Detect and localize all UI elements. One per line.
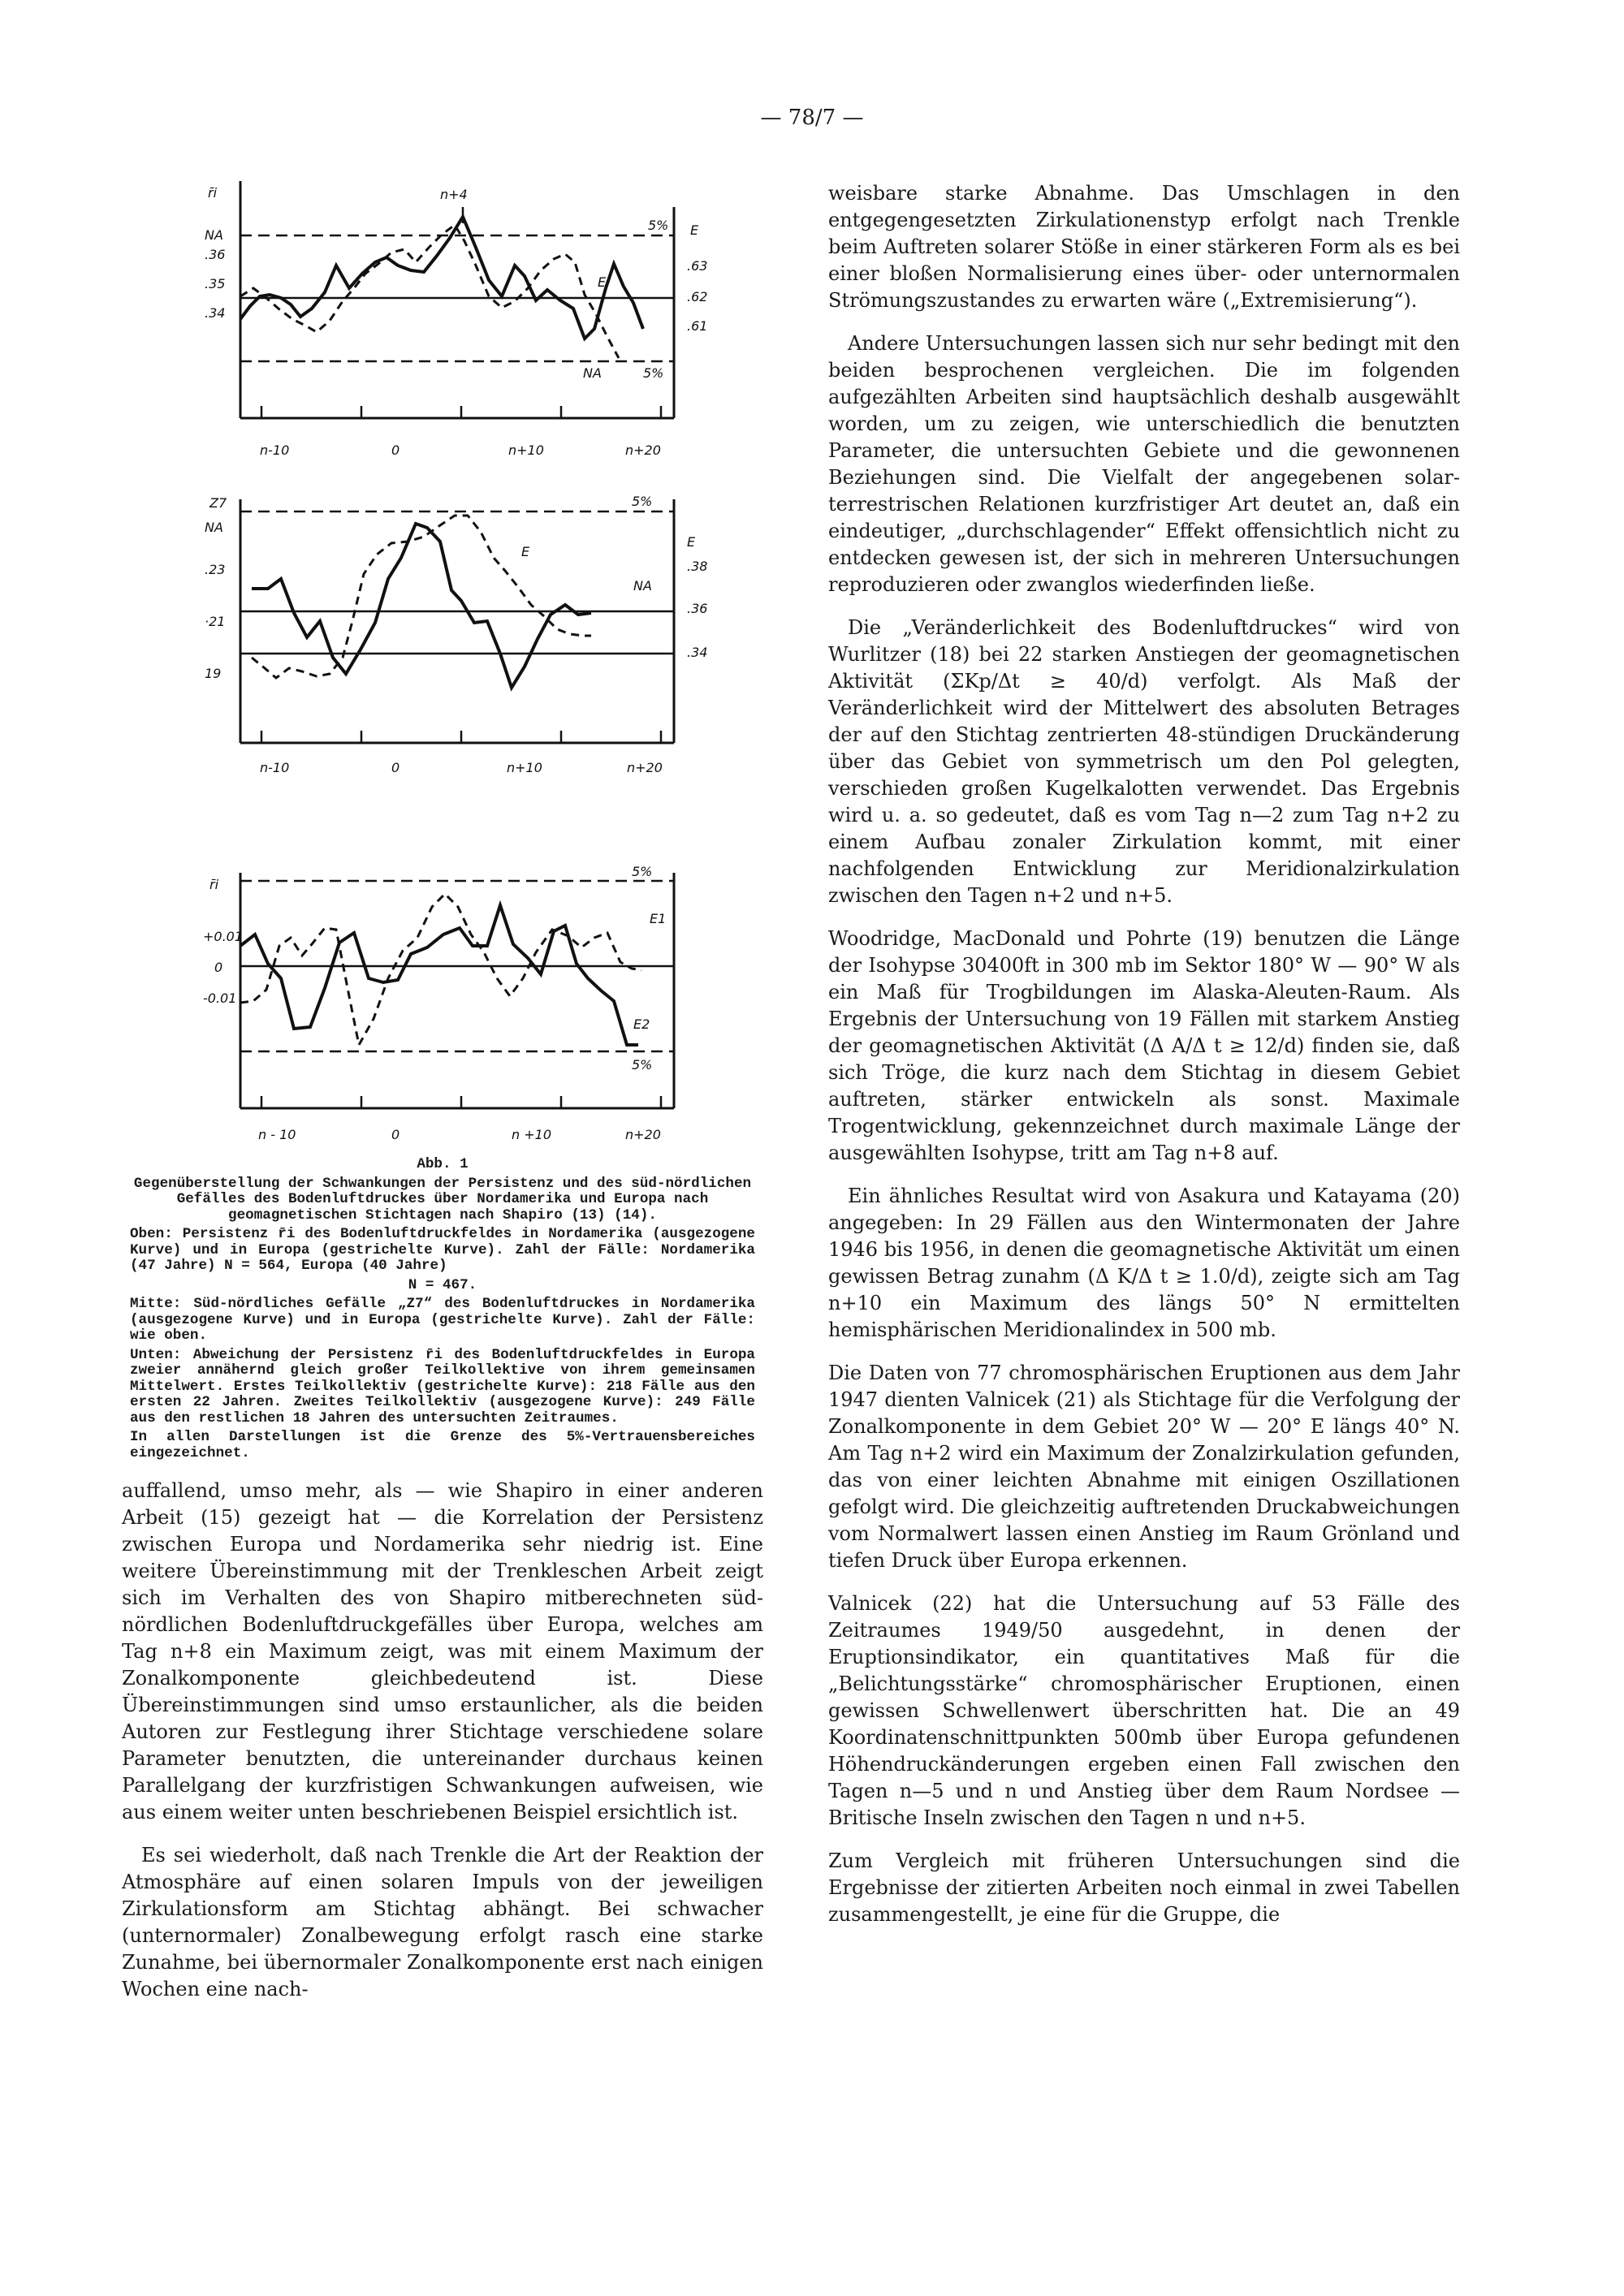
- figure-panel-top-svg: [203, 175, 706, 467]
- x-tick-label: n - 10: [258, 1127, 296, 1142]
- figure-panel-middle-svg: [203, 483, 706, 783]
- right-tick-label: E: [687, 534, 696, 550]
- figure-caption: [130, 1157, 755, 1465]
- x-tick-label: n+20: [625, 1127, 661, 1142]
- right-tick-label: .61: [687, 318, 708, 334]
- y-tick-label: -0.01: [203, 990, 237, 1006]
- right-tick-label: .63: [687, 258, 708, 274]
- caption-unten: Unten: Abweichung der Persistenz r̄i des Bodenluftdruckfeldes in Europa zweier annähernd gleich großer Teilkollektive von ihrem gemeinsamen Mittelwert. Erstes Teilkollektiv (gestrichelte Kurve): 218 Fälle aus den ersten 22 Jahren. Zweites Teilkollektiv (ausgezogene Kurve): 249 Fälle aus den restlichen 18 Jahren des untersuchten Zeitraumes.: [130, 1346, 755, 1426]
- curve-solid: [252, 524, 591, 688]
- y-axis-label: Z7: [209, 495, 227, 511]
- curve-tag-na: NA: [583, 365, 602, 381]
- y-tick-label: 0: [214, 960, 223, 975]
- right-tick-label: .62: [687, 289, 708, 304]
- curve-tag-e: E: [521, 544, 530, 559]
- x-tick-label: n+10: [507, 760, 542, 775]
- paragraph: Es sei wiederholt, daß nach Trenkle die Art der Reaktion der Atmosphäre auf einen solaren Impuls von der jeweiligen Zirkulationsform am Stichtag abhängt. Bei schwacher (unternormaler) Zonalbewegung erfolgt rasch eine starke Zunahme, bei übernormaler Zonalkomponente erst nach einigen Wochen eine nach-: [122, 1844, 763, 2000]
- paragraph: Valnicek (22) hat die Untersuchung auf 53 Fälle des Zeitraumes 1949/50 ausgedehnt, in denen der Eruptionsindikator, ein quantitatives Maß für die „Belichtungsstärke“ chromosphärischer Eruptionen, einen gewissen Schwellenwert überschritten hat. Die an 49 Koordinatenschnittpunkten 500mb über Europa gefundenen Höhendruckänderungen ergeben einen Fall zwischen den Tagen n—5 und n und Anstieg über dem Raum Nordsee — Britische Inseln zwischen den Tagen n und n+5.: [828, 1592, 1460, 1829]
- paragraph: Ein ähnliches Resultat wird von Asakura und Katayama (20) angegeben: In 29 Fällen aus den Wintermonaten der Jahre 1946 bis 1956, in denen die geomagnetische Aktivität um einen gewissen Betrag zunahm (Δ K/Δ t ≥ 1.0/d), zeigte sich am Tag n+10 ein Maximum des längs 50° N ermittelten hemisphärischen Meridionalindex in 500 mb.: [828, 1185, 1460, 1341]
- marker-label: n+4: [440, 187, 468, 202]
- x-tick-label: 0: [391, 1127, 400, 1142]
- curve-dashed: [240, 225, 619, 358]
- caption-mitte: Mitte: Süd-nördliches Gefälle „Z7“ des Bodenluftdruckes in Nordamerika (ausgezogene Kurve) und in Europa (gestrichelte Kurve). Zahl der Fälle: wie oben.: [130, 1296, 755, 1344]
- paragraph: Zum Vergleich mit früheren Untersuchungen sind die Ergebnisse der zitierten Arbeiten noch einmal in zwei Tabellen zusammengestellt, je eine für die Gruppe, die: [828, 1849, 1460, 1926]
- figure-panel-bottom: [203, 857, 706, 1149]
- paragraph: Die „Veränderlichkeit des Bodenluftdruckes“ wird von Wurlitzer (18) bei 22 starken Anstiegen der geomagnetischen Aktivität (ΣKp/Δt ≥ 40/d) verfolgt. Als Maß der Veränderlichkeit wird der Mittelwert des absoluten Betrages der auf den Stichtag zentrierten 48-stündigen Druckänderung über das Gebiet von symmetrisch um den Pol gelegten, verschieden großen Kugelkalotten verwendet. Das Ergebnis wird u. a. so gedeutet, daß es vom Tag n—2 zum Tag n+2 zu einem Aufbau zonaler Zirkulation kommt, mit einer nachfolgenden Entwicklung zur Meridionalzirkulation zwischen den Tagen n+2 und n+5.: [828, 616, 1460, 907]
- y-tick-label: .23: [205, 562, 226, 577]
- right-column: [828, 180, 1460, 1944]
- curve-tag-e2: E2: [633, 1016, 650, 1032]
- sig-label-top: 5%: [632, 494, 653, 509]
- y-tick-label: .35: [205, 276, 226, 291]
- x-tick-label: n-10: [260, 760, 290, 775]
- curve-tag-e1: E1: [650, 911, 667, 926]
- y-tick-label: NA: [205, 520, 223, 535]
- paragraph: Woodridge, MacDonald und Pohrte (19) benutzen die Länge der Isohypse 30400ft in 300 mb im Sektor 180° W — 90° W als ein Maß für Trogbildungen im Alaska-Aleuten-Raum. Als Ergebnis der Untersuchung von 19 Fällen mit starkem Anstieg der geomagnetischen Aktivität (Δ A/Δ t ≥ 12/d) finden sie, daß sich Tröge, die kurz nach dem Stichtag in diesem Gebiet auftreten, stärker entwickeln als sonst. Maximale Trogentwicklung, gekennzeichnet durch maximale Länge der ausgewählten Isohypse, tritt am Tag n+8 auf.: [828, 927, 1460, 1164]
- right-tick-label: .38: [687, 559, 708, 574]
- paragraph: weisbare starke Abnahme. Das Umschlagen in den entgegengesetzten Zirkulationenstyp erfolgt nach Trenkle beim Auftreten solarer Stöße in einer stärkeren Form als es bei einer bloßen Normalisierung eines über- oder unternormalen Strömungszustandes zu erwarten wäre („Extremisierung“).: [828, 182, 1460, 312]
- y-axis-label: r̄i: [208, 185, 218, 201]
- sig-label-top: 5%: [648, 218, 669, 233]
- right-tick-label: .36: [687, 601, 708, 616]
- y-tick-label: +0.01: [203, 929, 244, 944]
- paragraph: Andere Untersuchungen lassen sich nur sehr bedingt mit den beiden besprochenen vergleichen. Die im folgenden aufgezählten Arbeiten sind hauptsächlich deshalb ausgewählt worden, um zu zeigen, wie unterschiedlich die benutzten Parameter, die untersuchten Gebiete und die gewonnenen Beziehungen sind. Die Vielfalt der angegebenen solar-terrestrischen Relationen kurzfristiger Art deutet an, daß ein eindeutiger, „durchschlagender“ Effekt offensichtlich nicht zu entdecken gewesen ist, der sich in mehreren Untersuchungen reproduzieren oder zwanglos wiederfinden ließe.: [828, 332, 1460, 596]
- caption-oben: Oben: Persistenz r̄i des Bodenluftdruckfeldes in Nordamerika (ausgezogene Kurve) und in Europa (gestrichelte Kurve). Zahl der Fälle: Nordamerika (47 Jahre) N = 564, Europa (40 Jahre): [130, 1226, 755, 1274]
- x-tick-label: n+20: [627, 760, 663, 775]
- curve-tag-e: E: [598, 274, 607, 290]
- x-tick-label: n+10: [508, 442, 544, 458]
- caption-title: Abb. 1: [417, 1156, 469, 1172]
- y-tick-label: ·21: [205, 614, 226, 629]
- curve-solid: [240, 905, 638, 1045]
- x-tick-label: n +10: [512, 1127, 551, 1142]
- y-tick-label: NA: [205, 227, 223, 243]
- page-number: — 78/7 —: [760, 106, 864, 130]
- right-tick-label: E: [690, 222, 699, 238]
- figure-panel-middle: [203, 483, 706, 783]
- caption-main: Gegenüberstellung der Schwankungen der Persistenz und des süd-nördlichen Gefälles des Bodenluftdruckes über Nordamerika und Europa nach geomagnetischen Stichtagen nach Shapiro (13) (14).: [133, 1175, 752, 1224]
- y-tick-label: .34: [205, 305, 226, 321]
- paragraph: Die Daten von 77 chromosphärischen Eruptionen aus dem Jahr 1947 dienten Valnicek (21) als Stichtage für die Verfolgung der Zonalkomponente in dem Gebiet 20° W — 20° E längs 40° N. Am Tag n+2 wird ein Maximum der Zonalzirkulation gefunden, das von einer leichten Abnahme mit einigen Oszillationen gefolgt wird. Die gleichzeitig auftretenden Druckabweichungen vom Normalwert lassen einen Anstieg im Raum Grönland und tiefen Druck über Europa erkennen.: [828, 1362, 1460, 1572]
- sig-label-bottom: 5%: [632, 1057, 653, 1072]
- right-tick-label: .34: [687, 645, 708, 660]
- x-tick-label: n+20: [625, 442, 661, 458]
- x-tick-label: n-10: [260, 442, 290, 458]
- figure-panel-top: [203, 175, 706, 467]
- y-tick-label: .36: [205, 247, 226, 262]
- left-column: [122, 1478, 763, 2019]
- y-axis-label: r̄i: [209, 877, 219, 892]
- x-tick-label: 0: [391, 442, 400, 458]
- caption-allen: In allen Darstellungen ist die Grenze des 5%-Vertrauensbereiches eingezeichnet.: [130, 1429, 755, 1461]
- figure-panel-bottom-svg: [203, 857, 706, 1149]
- x-tick-label: 0: [391, 760, 400, 775]
- sig-label-bottom: 5%: [643, 365, 664, 381]
- paragraph: auffallend, umso mehr, als — wie Shapiro in einer anderen Arbeit (15) gezeigt hat — die Korrelation der Persistenz zwischen Europa und Nordamerika sehr niedrig ist. Eine weitere Übereinstimmung mit der Trenkleschen Arbeit zeigt sich im Verhalten des von Shapiro mitberechneten süd-nördlichen Bodenluftdruckgefälles über Europa, welches am Tag n+8 ein Maximum zeigt, was mit einem Maximum der Zonalkomponente gleichbedeutend ist. Diese Übereinstimmungen sind umso erstaunlicher, als die beiden Autoren zur Festlegung ihrer Stichtage verschiedene solare Parameter benutzten, die untereinander durchaus keinen Parallelgang der kurzfristigen Schwankungen aufweisen, wie aus einem weiter unten beschriebenen Beispiel ersichtlich ist.: [122, 1479, 763, 1823]
- curve-tag-na: NA: [633, 578, 652, 593]
- caption-oben-n: N = 467.: [408, 1276, 477, 1293]
- sig-label-top: 5%: [632, 864, 653, 879]
- y-tick-label: 19: [205, 666, 222, 681]
